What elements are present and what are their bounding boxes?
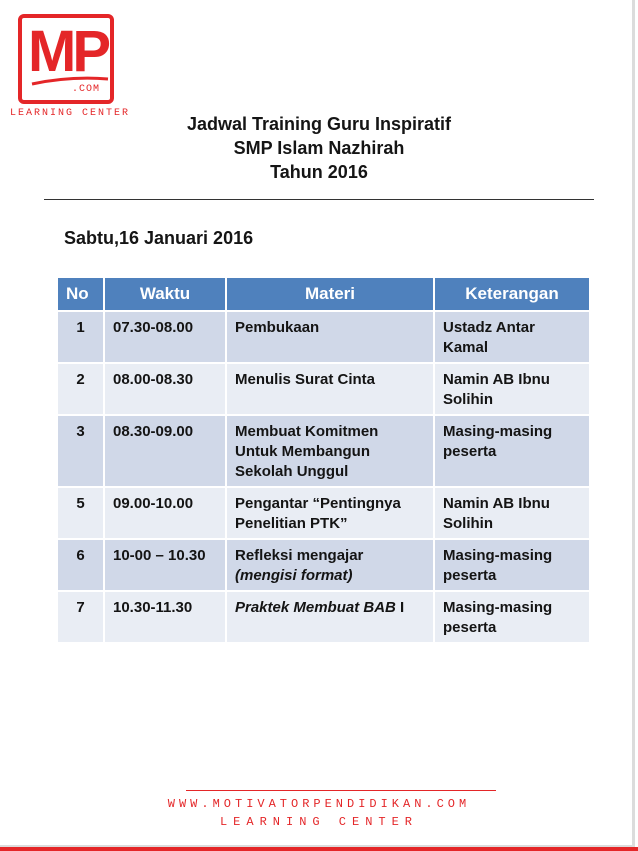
cell-waktu: 09.00-10.00	[104, 487, 226, 539]
footer-subtitle: LEARNING CENTER	[219, 815, 419, 829]
table-row	[58, 539, 589, 591]
keterangan-line: Masing-masing	[443, 599, 553, 616]
keterangan-line: Solihin	[443, 391, 493, 408]
materi-line	[235, 598, 425, 618]
keterangan-line: peserta	[443, 567, 497, 584]
materi-line: Pembukaan	[235, 319, 320, 336]
title-line-2: SMP Islam Nazhirah	[233, 138, 405, 158]
materi-line: Sekolah Unggul	[235, 463, 349, 480]
cell-waktu: 10-00 – 10.30	[104, 539, 226, 591]
materi-line: Penelitian PTK”	[235, 515, 348, 532]
cell-materi	[226, 539, 434, 591]
cell-materi	[226, 487, 434, 539]
title-line-1: Jadwal Training Guru Inspiratif	[186, 114, 452, 134]
table-row	[58, 311, 589, 363]
cell-keterangan	[434, 363, 589, 415]
footer-divider	[186, 790, 496, 791]
keterangan-line: peserta	[443, 619, 497, 636]
title-divider	[44, 199, 594, 200]
keterangan-line: peserta	[443, 443, 497, 460]
materi-line: Pengantar “Pentingnya	[235, 495, 401, 512]
keterangan-line: Ustadz Antar	[443, 319, 535, 336]
keterangan-line: Namin AB Ibnu	[443, 371, 550, 388]
cell-waktu: 07.30-08.00	[104, 311, 226, 363]
cell-materi	[226, 415, 434, 487]
table-row	[58, 591, 589, 642]
cell-keterangan	[434, 539, 589, 591]
logo-com: .COM	[71, 84, 100, 95]
materi-line: Membuat Komitmen	[235, 423, 379, 440]
cell-no: 7	[58, 591, 104, 642]
schedule-table	[58, 278, 589, 642]
cell-no: 6	[58, 539, 104, 591]
cell-no: 2	[58, 363, 104, 415]
cell-keterangan	[434, 311, 589, 363]
cell-materi	[226, 591, 434, 642]
cell-waktu: 08.30-09.00	[104, 415, 226, 487]
keterangan-line: Masing-masing	[443, 423, 553, 440]
keterangan-line: Namin AB Ibnu	[443, 495, 550, 512]
cell-materi	[226, 311, 434, 363]
materi-line: (mengisi format)	[235, 567, 353, 584]
cell-keterangan	[434, 415, 589, 487]
cell-keterangan	[434, 487, 589, 539]
date-heading: Sabtu,16 Januari 2016	[64, 228, 254, 248]
cell-no: 1	[58, 311, 104, 363]
materi-line: Refleksi mengajar	[235, 547, 364, 564]
table-header-row	[58, 278, 589, 311]
header-materi: Materi	[226, 278, 434, 311]
header-waktu: Waktu	[104, 278, 226, 311]
cell-waktu: 08.00-08.30	[104, 363, 226, 415]
keterangan-line: Masing-masing	[443, 547, 553, 564]
cell-keterangan	[434, 591, 589, 642]
header-no: No	[58, 278, 104, 311]
keterangan-line: Kamal	[443, 339, 489, 356]
materi-roman-text: I	[395, 599, 405, 616]
materi-line: Untuk Membangun	[235, 443, 370, 460]
logo-subtitle: LEARNING CENTER	[10, 108, 131, 119]
table-row	[58, 363, 589, 415]
keterangan-line: Solihin	[443, 515, 493, 532]
cell-no: 3	[58, 415, 104, 487]
mp-logo	[18, 14, 114, 104]
title-line-3: Tahun 2016	[270, 162, 368, 182]
cell-waktu: 10.30-11.30	[104, 591, 226, 642]
footer-url: WWW.MOTIVATORPENDIDIKAN.COM	[167, 797, 471, 811]
cell-materi	[226, 363, 434, 415]
table-row	[58, 487, 589, 539]
logo-mark: MP	[28, 19, 107, 84]
bottom-accent-bar	[0, 847, 638, 851]
header-keterangan: Keterangan	[434, 278, 589, 311]
cell-no: 5	[58, 487, 104, 539]
materi-line: Menulis Surat Cinta	[235, 371, 376, 388]
materi-italic-text: Praktek Membuat BAB	[235, 599, 396, 616]
table-row	[58, 415, 589, 487]
document-title	[0, 112, 638, 184]
